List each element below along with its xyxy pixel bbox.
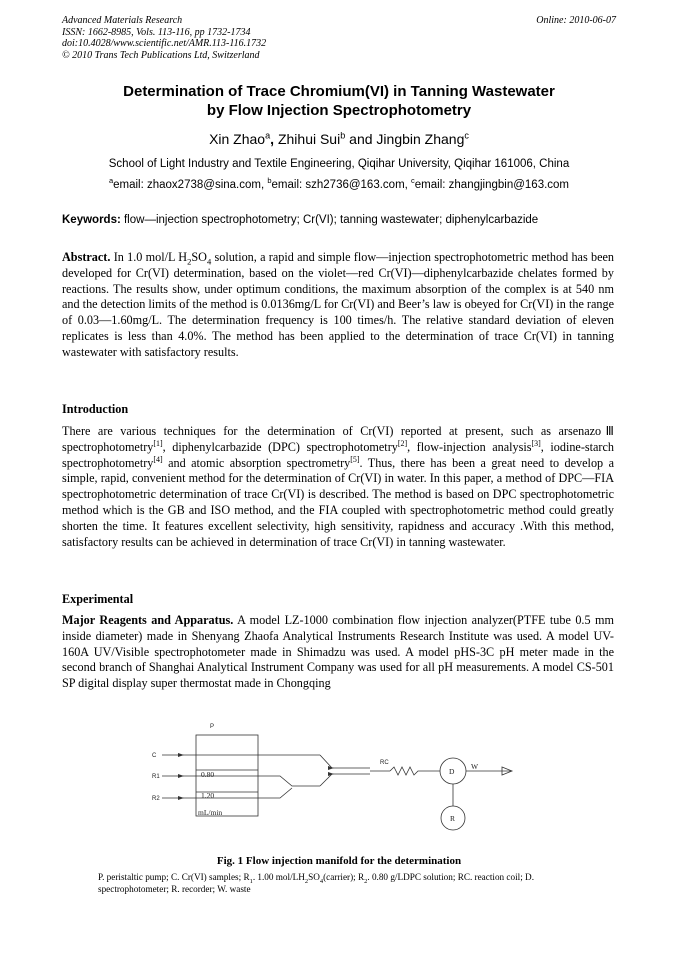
author-separator: , — [270, 131, 278, 147]
section-heading-introduction: Introduction — [62, 402, 129, 416]
body-text: , diphenylcarbazide (DPC) spectrophotometry — [162, 439, 398, 454]
reaction-coil — [390, 767, 440, 775]
subscript: 4 — [206, 256, 212, 267]
abstract-label: Abstract. — [62, 250, 111, 264]
author-mark: c — [464, 130, 469, 141]
citation: [3] — [531, 438, 541, 448]
email-mark: a — [108, 176, 114, 186]
citation: [5] — [350, 454, 360, 464]
citation: [1] — [153, 438, 163, 448]
author-conjunction: and — [345, 131, 377, 147]
label-pump: P — [210, 724, 215, 730]
email-link[interactable]: email: zhaox2738@sina.com, — [113, 179, 268, 191]
author-mark: a — [265, 130, 271, 141]
section-heading-experimental: Experimental — [62, 592, 134, 606]
online-date: Online: 2010-06-07 — [536, 15, 616, 26]
body-text: . Thus, there has been a great need to develop a simple, rapid, convenient method for the determination of Cr(VI) in water. In this paper, a method of DPC—FIA spectrophotometric determination of trace Cr(VI) is described. The method is based on DPC spectrophotometric method which is the GB and ISO method, and the FIA coupled with spectrophotometric method could greatly shorten the time. It features excellent selectivity, high sensitivity, rapidness and accuracy .With this method, satisfactory results can be achieved in determination of trace Cr(VI) in tanning wastewater. — [62, 455, 614, 549]
keywords-text: flow—injection spectrophotometry; Cr(VI); tanning wastewater; diphenylcarbazide — [120, 214, 539, 226]
introduction-paragraph — [62, 424, 614, 550]
author-mark: b — [340, 130, 346, 141]
merge-line — [320, 755, 370, 768]
label-reagent-2: R2 — [152, 796, 160, 802]
inlet-arrow — [178, 796, 184, 800]
inlet-arrow — [178, 774, 184, 778]
label-waste: W — [471, 762, 479, 771]
keywords — [62, 213, 622, 227]
label-flow-rate-1: 0.80 — [201, 770, 215, 779]
author-list — [40, 130, 638, 148]
label-flow-rate-2: 1.20 — [201, 791, 215, 800]
abstract-text: In 1.0 mol/L H — [110, 250, 188, 264]
body-text: and atomic absorption spectrometry — [162, 455, 351, 470]
affiliation: School of Light Industry and Textile Engineering, Qiqihar University, Qiqihar 161006, China — [108, 158, 570, 170]
author-name: Xin Zhao — [209, 131, 266, 147]
abstract-text: solution, a rapid and simple flow—injection spectrophotometric method has been developed for Cr(VI) determination, based on the violet—red Cr(VI)—diphenylcarbazide chelates formed by reactions. The results show, under optimum conditions, the maximum absorption of the complex is at 540 nm and the detection limits of the method is 0.0136mg/L for Cr(VI) and Beer’s law is obeyed for Cr(VI) in the range of 0.03—1.60mg/L. The determination frequency is 100 times/h. The relative standard deviation of eleven replicates is less than 4.0%. The method has been applied to the determination of trace Cr(VI) in tanning wastewater with satisfactory results. — [62, 250, 614, 359]
email-mark: b — [267, 176, 272, 186]
citation: [4] — [153, 454, 163, 464]
author-name: Jingbin Zhang — [376, 131, 465, 147]
title-line-2: by Flow Injection Spectrophotometry — [206, 102, 472, 119]
subsection-label: Major Reagents and Apparatus. — [62, 613, 234, 627]
email-mark: c — [411, 176, 415, 186]
experimental-paragraph — [62, 613, 614, 692]
legend-text: (carrier); R — [323, 872, 365, 882]
citation: [2] — [397, 438, 408, 448]
figure-caption: Fig. 1 Flow injection manifold for the determination — [216, 855, 462, 867]
figure-legend — [98, 872, 598, 895]
title-line-1: Determination of Trace Chromium(VI) in Tanning Wastewater — [123, 83, 555, 100]
keywords-label: Keywords: — [62, 214, 121, 226]
label-recorder: R — [450, 814, 456, 823]
email-link[interactable]: email: zhangjingbin@163.com — [414, 179, 570, 191]
issn-line: ISSN: 1662-8985, Vols. 113-116, pp 1732-1734 — [62, 26, 251, 38]
legend-text: P. peristaltic pump; C. Cr(VI) samples; R — [98, 872, 250, 882]
label-detector: D — [449, 767, 455, 776]
legend-text: SO — [308, 872, 320, 882]
inlet-arrow — [178, 753, 184, 757]
subscript: 4 — [319, 877, 324, 885]
abstract-text: SO — [191, 250, 207, 264]
copyright-line: © 2010 Trans Tech Publications Ltd, Switzerland — [62, 49, 260, 61]
journal-header — [62, 15, 266, 61]
body-text: , flow-injection analysis — [407, 439, 532, 454]
label-reagent-1: R1 — [152, 774, 160, 780]
email-link[interactable]: email: szh2736@163.com, — [271, 179, 412, 191]
subscript: 2 — [364, 877, 368, 885]
doi-line: doi:10.4028/www.scientific.net/AMR.113-116.1732 — [62, 38, 267, 49]
label-flow-unit: mL/min — [198, 808, 223, 817]
subscript: 1 — [249, 877, 253, 885]
merge-line — [320, 774, 370, 786]
paper-title — [40, 82, 638, 120]
flow-manifold-diagram — [140, 718, 530, 840]
body-text: , iodine-starch spectrophotometry — [62, 439, 614, 470]
label-sample: C — [152, 753, 157, 759]
body-text: There are various techniques for the determination of Cr(VI) reported at present, such as arsenazoⅢ spectrophotometry — [62, 424, 614, 454]
subscript: 2 — [187, 256, 192, 267]
merge-line — [258, 788, 292, 798]
label-reaction-coil: RC — [380, 760, 389, 766]
author-emails — [40, 178, 638, 192]
merge-line — [258, 776, 320, 786]
body-text: A model LZ-1000 combination flow injection analyzer(PTFE tube 0.5 mm inside diameter) made in Shenyang Zhaofa Analytical Instruments Research Institute was used. A model UV-160A UV/Visible spectrophotometer made in Shimadzu was used. A model pHS-3C pH meter made in the second branch of Shanghai Analytical Instrument Company was used for all pH measurements. A model CS-501 SP digital display super thermostat made in Chongqing — [62, 613, 614, 691]
legend-text: . 0.80 g/LDPC solution; RC. reaction coil; D. spectrophotometer; R. recorder; W. waste — [98, 872, 534, 894]
subscript: 2 — [304, 877, 309, 885]
author-name: Zhihui Sui — [277, 131, 341, 147]
abstract — [62, 250, 614, 361]
legend-text: . 1.00 mol/LH — [252, 872, 305, 882]
journal-name: Advanced Materials Research — [62, 15, 183, 26]
